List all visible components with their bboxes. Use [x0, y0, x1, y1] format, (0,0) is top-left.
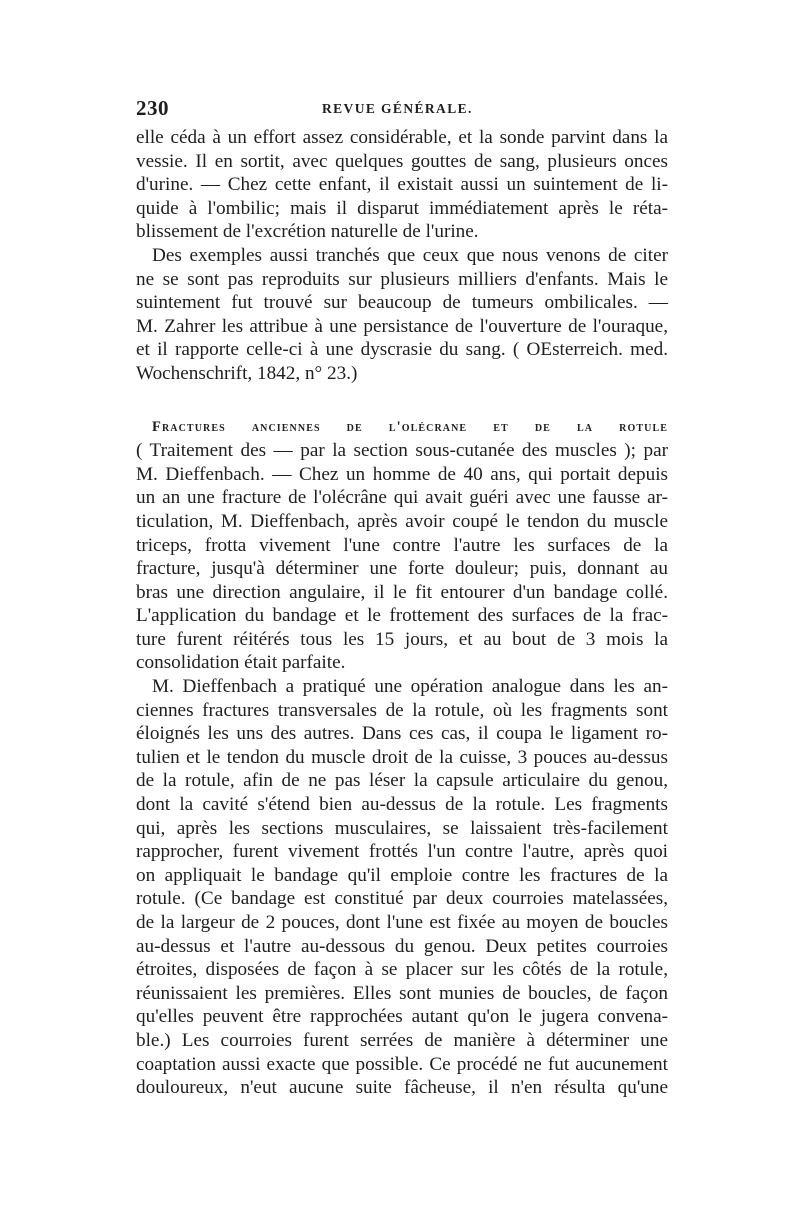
text-line: L'application du bandage et le frottement des surfaces de la frac-: [136, 605, 668, 627]
text-line: quide à l'ombilic; mais il disparut immédiatement après le réta-: [136, 197, 668, 219]
text-line: bras une direction angulaire, il le fit entourer d'un bandage collé.: [136, 581, 668, 603]
paragraph-2: [136, 244, 668, 386]
text-line: blissement de l'excrétion naturelle de l'urine.: [136, 221, 479, 243]
text-line: Des exemples aussi tranchés que ceux que nous venons de citer: [152, 244, 668, 266]
page-number: 230: [136, 96, 169, 120]
text-line: ble.) Les courroies furent serrées de manière à déterminer une: [136, 1029, 668, 1051]
text-line: M. Dieffenbach a pratiqué une opération analogue dans les an-: [152, 676, 668, 698]
text-line: ciennes fractures transversales de la rotule, où les fragments sont: [136, 699, 668, 721]
text-line: on appliquait le bandage qu'il emploie contre les fractures de la: [136, 864, 668, 886]
text-line: au-dessus et l'autre au-dessous du genou. Deux petites courroies: [136, 935, 668, 957]
text-line: fracture, jusqu'à déterminer une forte douleur; puis, donnant au: [136, 558, 668, 580]
text-line: suintement fut trouvé sur beaucoup de tumeurs ombilicales. —: [136, 292, 668, 314]
running-head: REVUE GÉNÉRALE.: [322, 101, 473, 116]
text-line: vessie. Il en sortit, avec quelques gouttes de sang, plusieurs onces: [136, 150, 668, 172]
text-line: éloignés les uns des autres. Dans ces cas, il coupa le ligament ro-: [136, 723, 668, 745]
text-line: elle céda à un effort assez considérable, et la sonde parvint dans la: [136, 127, 668, 148]
section-title: Fractures anciennes de l'olécrane et de la rotule: [152, 418, 668, 435]
text-line: de la rotule, afin de ne pas léser la capsule articulaire du genou,: [136, 770, 668, 792]
text-line: ne se sont pas reproduits sur plusieurs milliers d'enfants. Mais le: [136, 268, 668, 290]
text-line: rapprocher, furent vivement frottés l'un contre l'autre, après quoi: [136, 841, 668, 863]
text-line: dont la cavité s'étend bien au-dessus de la rotule. Les fragments: [136, 794, 668, 816]
text-line: douloureux, n'eut aucune suite fâcheuse, il n'en résulta qu'une: [136, 1077, 668, 1099]
text-line: d'urine. — Chez cette enfant, il existait aussi un suintement de li-: [136, 174, 668, 196]
text-line: rotule. (Ce bandage est constitué par deux courroies matelassées,: [136, 888, 668, 910]
text-line: un an une fracture de l'olécrâne qui avait guéri avec une fausse ar-: [136, 487, 668, 509]
paragraph-1: [136, 126, 668, 244]
text-line: triceps, frotta vivement l'une contre l'autre les surfaces de la: [136, 534, 668, 556]
text-line: et il rapporte celle-ci à une dyscrasie du sang. ( OEsterreich. med.: [136, 339, 668, 361]
text-line: M. Zahrer les attribue à une persistance de l'ouverture de l'ouraque,: [136, 315, 668, 337]
paragraph-4: [136, 675, 668, 1100]
section-spacer: [136, 386, 668, 416]
text-line: consolidation était parfaite.: [136, 652, 346, 674]
text-line: qu'elles peuvent être rapprochées autant qu'on le jugera convena-: [136, 1006, 668, 1028]
text-line: qui, après les sections musculaires, se laissaient très-facilement: [136, 817, 668, 839]
text-line: M. Dieffenbach. — Chez un homme de 40 ans, qui portait depuis: [136, 463, 668, 485]
text-line: réunissaient les premières. Elles sont munies de boucles, de façon: [136, 982, 668, 1004]
text-line: étroites, disposées de façon à se placer sur les côtés de la rotule,: [136, 959, 668, 981]
paragraph-3: [136, 439, 668, 675]
text-line: ( Traitement des — par la section sous-cutanée des muscles ); par: [136, 440, 668, 462]
text-line: tulien et le tendon du muscle droit de la cuisse, 3 pouces au-dessus: [136, 746, 668, 768]
text-line: Wochenschrift, 1842, n° 23.): [136, 362, 358, 384]
page-header: [136, 96, 668, 126]
text-line: coaptation aussi exacte que possible. Ce procédé ne fut aucunement: [136, 1053, 668, 1075]
text-line: de la largeur de 2 pouces, dont l'une est fixée au moyen de boucles: [136, 912, 668, 933]
book-page: [136, 96, 668, 1100]
text-line: ticulation, M. Dieffenbach, après avoir coupé le tendon du muscle: [136, 510, 668, 532]
text-line: ture furent réitérés tous les 15 jours, et au bout de 3 mois la: [136, 628, 668, 650]
